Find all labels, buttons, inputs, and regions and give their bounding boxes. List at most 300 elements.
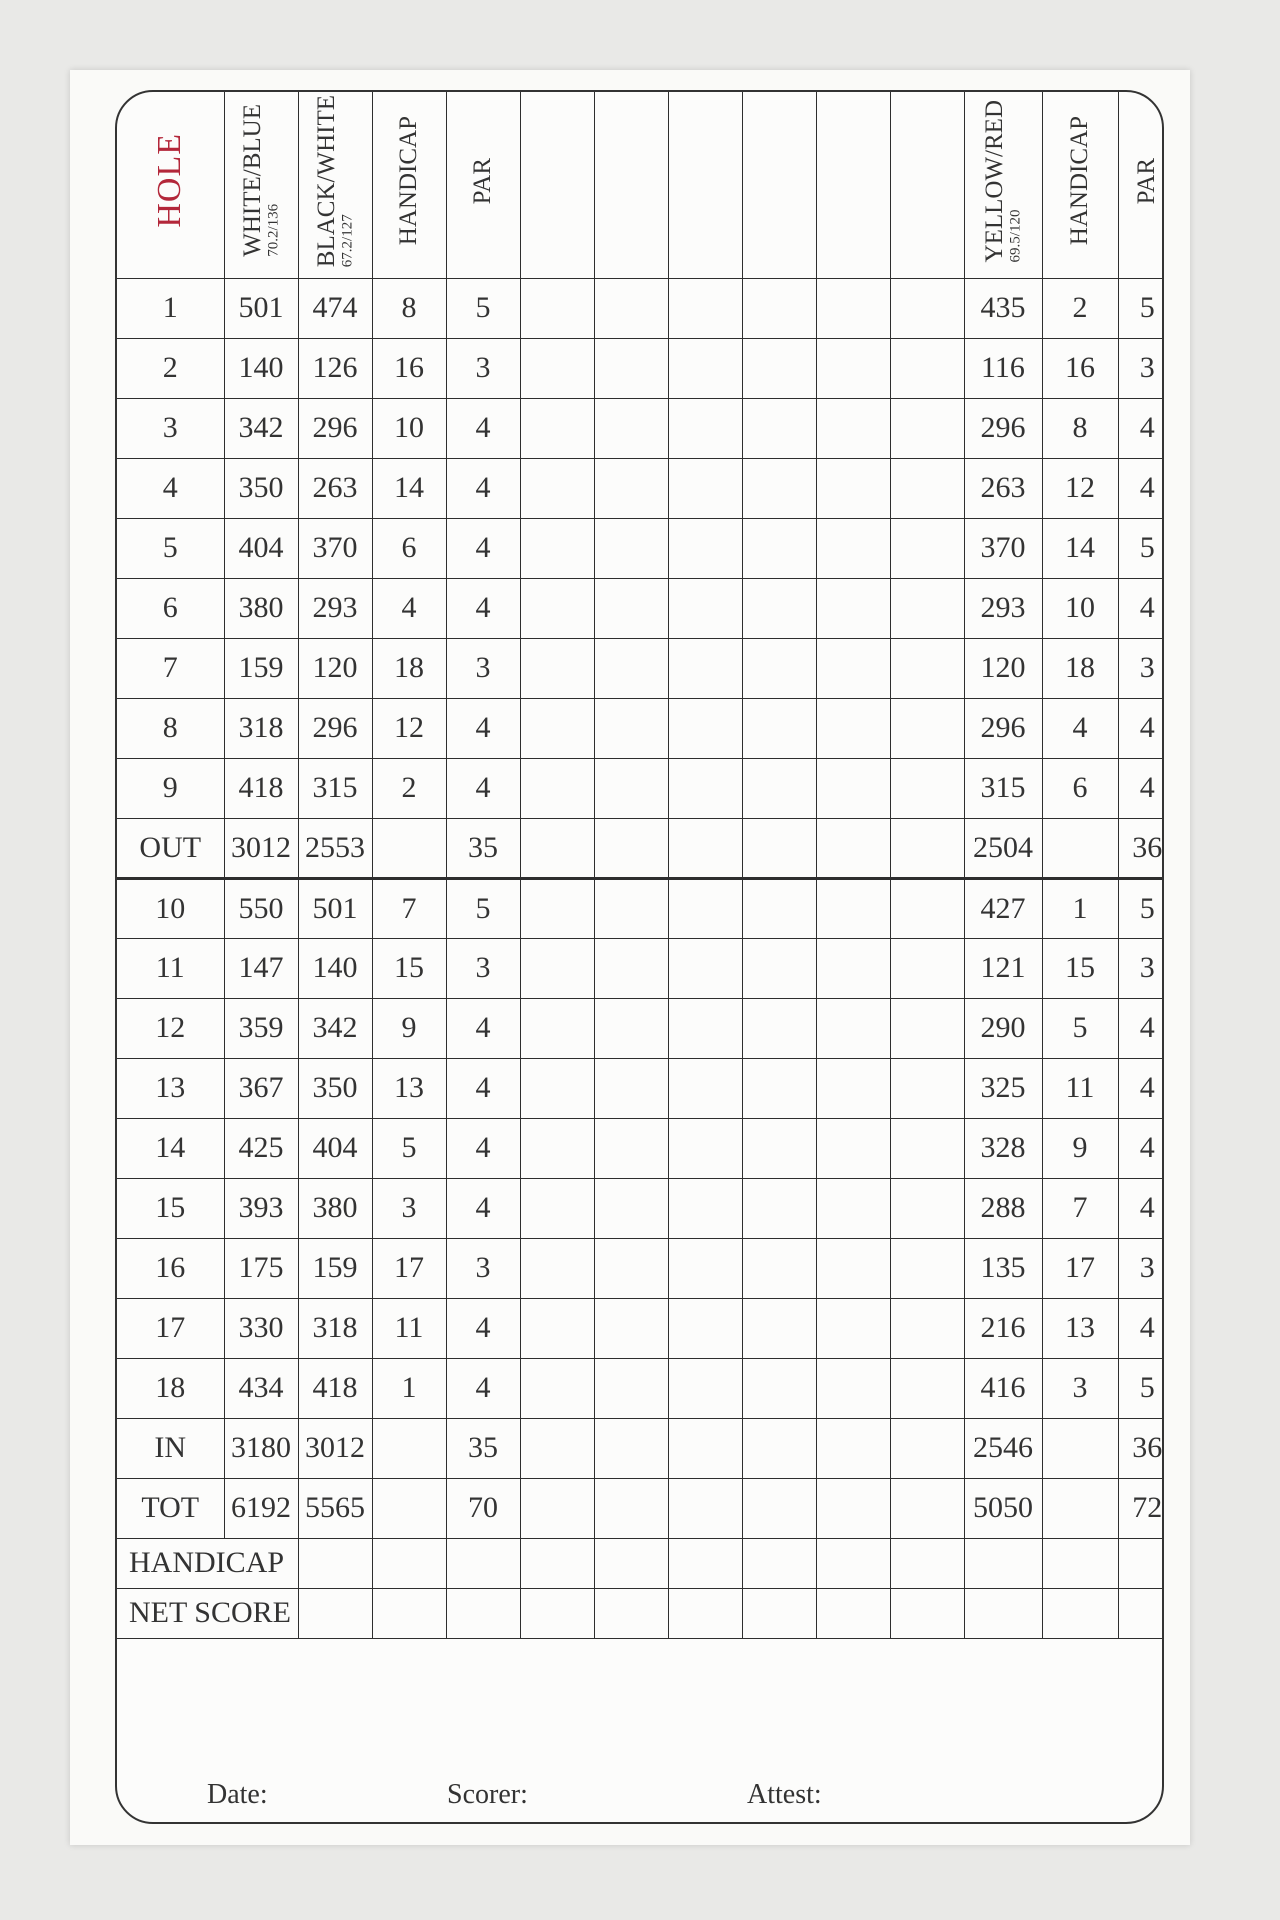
cell-par: 4 [446,578,520,638]
score-entry-cell[interactable] [520,458,594,518]
cell-wb: 393 [224,1178,298,1238]
score-entry-cell[interactable] [594,1298,668,1358]
score-entry-cell[interactable] [520,878,594,938]
score-entry-cell[interactable] [742,518,816,578]
score-entry-cell[interactable] [668,338,742,398]
score-entry-cell[interactable] [742,338,816,398]
score-entry-cell[interactable] [816,578,890,638]
score-entry-cell[interactable] [890,1588,964,1638]
table-row [117,458,1164,518]
cell-yr: 2504 [964,818,1042,878]
score-entry-cell[interactable] [816,818,890,878]
cell-hcp: 9 [372,998,446,1058]
cell-par2: 4 [1118,578,1164,638]
table-row [117,338,1164,398]
score-entry-cell[interactable] [520,1588,594,1638]
cell-hcp2: 14 [1042,518,1118,578]
score-entry-cell[interactable] [594,518,668,578]
net-score-row-label: NET SCORE [117,1588,298,1638]
cell-par: 4 [446,698,520,758]
score-entry-cell[interactable] [816,1538,890,1588]
score-entry-cell[interactable] [816,1178,890,1238]
score-entry-cell[interactable] [890,1358,964,1418]
player-col-5[interactable] [816,92,890,278]
score-entry-cell[interactable] [594,758,668,818]
score-entry-cell[interactable] [890,638,964,698]
cell-yr: 370 [964,518,1042,578]
score-entry-cell[interactable] [668,1588,742,1638]
cell-yr: 416 [964,1358,1042,1418]
score-entry-cell[interactable] [890,758,964,818]
cell-hcp2: 15 [1042,938,1118,998]
table-row [117,1178,1164,1238]
hole-number: 13 [117,1058,224,1118]
table-row [117,758,1164,818]
score-entry-cell[interactable] [668,1418,742,1478]
score-entry-cell[interactable] [890,938,964,998]
score-entry-cell[interactable] [816,1418,890,1478]
cell-par: 5 [446,278,520,338]
cell-hcp2: 18 [1042,638,1118,698]
table-row [117,638,1164,698]
score-entry-cell[interactable] [520,398,594,458]
score-entry-cell[interactable] [816,338,890,398]
header-yellow-red: YELLOW/RED 69.5/120 [964,92,1042,278]
score-entry-cell[interactable] [742,1478,816,1538]
hole-number: 17 [117,1298,224,1358]
score-entry-cell[interactable] [964,1588,1042,1638]
score-entry-cell[interactable] [816,938,890,998]
score-entry-cell[interactable] [520,1418,594,1478]
cell-bw: 3012 [298,1418,372,1478]
score-entry-cell[interactable] [890,1178,964,1238]
cell-par2: 4 [1118,398,1164,458]
hole-number: 9 [117,758,224,818]
score-entry-cell[interactable] [372,1538,446,1588]
score-entry-cell[interactable] [1118,1588,1164,1638]
cell-wb: 318 [224,698,298,758]
score-entry-cell[interactable] [890,1118,964,1178]
cell-hcp [372,1418,446,1478]
table-row [117,518,1164,578]
score-entry-cell[interactable] [668,398,742,458]
cell-hcp: 1 [372,1358,446,1418]
score-entry-cell[interactable] [742,1538,816,1588]
cell-yr: 296 [964,398,1042,458]
cell-bw: 2553 [298,818,372,878]
in-total-row [117,1418,1164,1478]
score-entry-cell[interactable] [816,638,890,698]
score-entry-cell[interactable] [594,1418,668,1478]
score-entry-cell[interactable] [890,458,964,518]
score-entry-cell[interactable] [446,1588,520,1638]
score-entry-cell[interactable] [594,698,668,758]
score-entry-cell[interactable] [594,1058,668,1118]
score-entry-cell[interactable] [890,338,964,398]
score-entry-cell[interactable] [816,998,890,1058]
table-row [117,578,1164,638]
cell-hcp2: 4 [1042,698,1118,758]
cell-wb: 6192 [224,1478,298,1538]
hole-number: 12 [117,998,224,1058]
cell-par2: 4 [1118,758,1164,818]
player-col-6[interactable] [890,92,964,278]
cell-yr: 296 [964,698,1042,758]
score-entry-cell[interactable] [816,1118,890,1178]
cell-yr: 427 [964,878,1042,938]
cell-par2: 4 [1118,1058,1164,1118]
table-row [117,1298,1164,1358]
cell-par2: 4 [1118,1178,1164,1238]
hole-number: 5 [117,518,224,578]
score-entry-cell[interactable] [742,998,816,1058]
cell-par: 4 [446,1358,520,1418]
out-total-row [117,818,1164,878]
total-row [117,1478,1164,1538]
score-entry-cell[interactable] [742,698,816,758]
score-entry-cell[interactable] [594,578,668,638]
cell-yr: 325 [964,1058,1042,1118]
score-entry-cell[interactable] [520,338,594,398]
score-entry-cell[interactable] [668,578,742,638]
table-row [117,278,1164,338]
score-entry-cell[interactable] [742,878,816,938]
score-entry-cell[interactable] [668,878,742,938]
score-entry-cell[interactable] [668,1238,742,1298]
cell-yr: 216 [964,1298,1042,1358]
score-entry-cell[interactable] [594,818,668,878]
score-entry-cell[interactable] [890,1058,964,1118]
score-entry-cell[interactable] [594,878,668,938]
score-entry-cell[interactable] [594,1588,668,1638]
score-entry-cell[interactable] [668,818,742,878]
cell-par2: 3 [1118,338,1164,398]
cell-par: 3 [446,938,520,998]
hole-number: 3 [117,398,224,458]
scorer-label[interactable]: Scorer: [447,1779,528,1810]
cell-par2: 5 [1118,878,1164,938]
cell-par2: 4 [1118,998,1164,1058]
header-hole: HOLE [117,92,224,278]
score-entry-cell[interactable] [742,398,816,458]
hole-number: 4 [117,458,224,518]
score-entry-cell[interactable] [890,1298,964,1358]
handicap-row-label: HANDICAP [117,1538,298,1588]
score-entry-cell[interactable] [298,1588,372,1638]
cell-yr: 135 [964,1238,1042,1298]
score-entry-cell[interactable] [742,1118,816,1178]
score-entry-cell[interactable] [742,638,816,698]
cell-par: 4 [446,1178,520,1238]
score-entry-cell[interactable] [594,458,668,518]
score-entry-cell[interactable] [520,818,594,878]
score-entry-cell[interactable] [890,278,964,338]
score-entry-cell[interactable] [742,938,816,998]
table-row [117,878,1164,938]
score-entry-cell[interactable] [668,1298,742,1358]
score-entry-cell[interactable] [816,698,890,758]
cell-par: 5 [446,878,520,938]
score-entry-cell[interactable] [742,1418,816,1478]
score-entry-cell[interactable] [816,278,890,338]
score-entry-cell[interactable] [594,338,668,398]
scorecard [70,70,1190,1845]
score-entry-cell[interactable] [816,518,890,578]
cell-par: 4 [446,1298,520,1358]
score-entry-cell[interactable] [520,278,594,338]
cell-bw: 501 [298,878,372,938]
cell-bw: 350 [298,1058,372,1118]
score-entry-cell[interactable] [816,1588,890,1638]
score-entry-cell[interactable] [594,638,668,698]
header-black-white: BLACK/WHITE 67.2/127 [298,92,372,278]
score-entry-cell[interactable] [594,1118,668,1178]
cell-yr: 293 [964,578,1042,638]
cell-hcp: 15 [372,938,446,998]
player-col-1[interactable] [520,92,594,278]
score-entry-cell[interactable] [520,638,594,698]
score-entry-cell[interactable] [890,578,964,638]
cell-hcp [372,818,446,878]
cell-par2: 4 [1118,1118,1164,1178]
score-entry-cell[interactable] [594,938,668,998]
score-entry-cell[interactable] [668,698,742,758]
score-entry-cell[interactable] [742,758,816,818]
cell-wb: 367 [224,1058,298,1118]
score-entry-cell[interactable] [520,1118,594,1178]
table-row [117,1238,1164,1298]
score-entry-cell[interactable] [890,818,964,878]
hole-number: 14 [117,1118,224,1178]
cell-hcp2 [1042,1478,1118,1538]
table-row [117,1058,1164,1118]
cell-wb: 140 [224,338,298,398]
score-entry-cell[interactable] [890,518,964,578]
header-par-2: PAR [1118,92,1164,278]
score-entry-cell[interactable] [372,1588,446,1638]
score-entry-cell[interactable] [742,458,816,518]
score-entry-cell[interactable] [816,1298,890,1358]
score-entry-cell[interactable] [520,518,594,578]
cell-yr: 116 [964,338,1042,398]
score-entry-cell[interactable] [668,938,742,998]
cell-hcp: 17 [372,1238,446,1298]
score-entry-cell[interactable] [594,1358,668,1418]
score-entry-cell[interactable] [890,1538,964,1588]
score-entry-cell[interactable] [668,998,742,1058]
attest-label[interactable]: Attest: [747,1779,822,1810]
net-score-row [117,1588,1164,1638]
score-entry-cell[interactable] [520,1058,594,1118]
player-col-2[interactable] [594,92,668,278]
score-entry-cell[interactable] [742,1358,816,1418]
score-entry-cell[interactable] [668,1058,742,1118]
score-entry-cell[interactable] [668,1538,742,1588]
cell-wb: 418 [224,758,298,818]
score-entry-cell[interactable] [520,578,594,638]
score-entry-cell[interactable] [668,1178,742,1238]
cell-hcp2: 5 [1042,998,1118,1058]
score-entry-cell[interactable] [890,878,964,938]
score-entry-cell[interactable] [1118,1538,1164,1588]
cell-bw: 159 [298,1238,372,1298]
cell-hcp2: 10 [1042,578,1118,638]
cell-hcp: 10 [372,398,446,458]
cell-par: 4 [446,458,520,518]
cell-wb: 350 [224,458,298,518]
score-entry-cell[interactable] [742,278,816,338]
score-entry-cell[interactable] [1042,1538,1118,1588]
cell-hcp2: 6 [1042,758,1118,818]
score-entry-cell[interactable] [520,998,594,1058]
cell-hcp2: 8 [1042,398,1118,458]
score-entry-cell[interactable] [816,878,890,938]
cell-yr: 263 [964,458,1042,518]
cell-par2: 36 [1118,1418,1164,1478]
score-entry-cell[interactable] [594,1478,668,1538]
score-entry-cell[interactable] [520,1178,594,1238]
table-row [117,398,1164,458]
score-entry-cell[interactable] [668,1118,742,1178]
score-entry-cell[interactable] [298,1538,372,1588]
score-entry-cell[interactable] [742,1238,816,1298]
cell-par: 4 [446,1118,520,1178]
header-handicap: HANDICAP [372,92,446,278]
score-entry-cell[interactable] [742,818,816,878]
hole-number: 1 [117,278,224,338]
cell-par2: 4 [1118,458,1164,518]
cell-par2: 5 [1118,1358,1164,1418]
score-entry-cell[interactable] [520,938,594,998]
score-entry-cell[interactable] [742,1298,816,1358]
hole-number: 16 [117,1238,224,1298]
score-entry-cell[interactable] [742,1058,816,1118]
cell-hcp2 [1042,818,1118,878]
cell-par: 3 [446,638,520,698]
score-entry-cell[interactable] [890,1418,964,1478]
score-entry-cell[interactable] [668,518,742,578]
score-entry-cell[interactable] [890,998,964,1058]
cell-hcp: 11 [372,1298,446,1358]
table-row [117,998,1164,1058]
score-entry-cell[interactable] [816,758,890,818]
score-entry-cell[interactable] [816,1058,890,1118]
score-entry-cell[interactable] [594,998,668,1058]
cell-hcp [372,1478,446,1538]
cell-bw: 380 [298,1178,372,1238]
score-entry-cell[interactable] [890,398,964,458]
cell-wb: 175 [224,1238,298,1298]
score-entry-cell[interactable] [594,1538,668,1588]
player-col-4[interactable] [742,92,816,278]
cell-par: 3 [446,1238,520,1298]
score-entry-cell[interactable] [520,1538,594,1588]
cell-hcp: 18 [372,638,446,698]
score-entry-cell[interactable] [668,458,742,518]
cell-wb: 147 [224,938,298,998]
score-entry-cell[interactable] [668,758,742,818]
header-row [117,92,1164,278]
table-row [117,938,1164,998]
score-entry-cell[interactable] [816,1238,890,1298]
date-label[interactable]: Date: [207,1779,268,1810]
cell-par2: 72 [1118,1478,1164,1538]
hole-number: 11 [117,938,224,998]
cell-yr: 315 [964,758,1042,818]
player-col-3[interactable] [668,92,742,278]
cell-par2: 3 [1118,938,1164,998]
score-entry-cell[interactable] [668,1478,742,1538]
score-entry-cell[interactable] [668,638,742,698]
score-entry-cell[interactable] [594,278,668,338]
cell-par2: 5 [1118,278,1164,338]
score-entry-cell[interactable] [594,398,668,458]
hole-number: 7 [117,638,224,698]
score-entry-cell[interactable] [446,1538,520,1588]
score-entry-cell[interactable] [520,1238,594,1298]
handicap-row [117,1538,1164,1588]
score-entry-cell[interactable] [816,398,890,458]
score-entry-cell[interactable] [1042,1588,1118,1638]
cell-par2: 5 [1118,518,1164,578]
cell-bw: 5565 [298,1478,372,1538]
score-entry-cell[interactable] [742,1178,816,1238]
cell-bw: 370 [298,518,372,578]
cell-par: 35 [446,818,520,878]
score-entry-cell[interactable] [816,458,890,518]
score-entry-cell[interactable] [520,1478,594,1538]
cell-hcp2: 17 [1042,1238,1118,1298]
table-row [117,1358,1164,1418]
score-entry-cell[interactable] [816,1358,890,1418]
cell-hcp2: 16 [1042,338,1118,398]
cell-par: 4 [446,518,520,578]
score-entry-cell[interactable] [668,278,742,338]
cell-yr: 2546 [964,1418,1042,1478]
hole-number: 8 [117,698,224,758]
score-entry-cell[interactable] [594,1178,668,1238]
cell-bw: 474 [298,278,372,338]
cell-yr: 121 [964,938,1042,998]
score-entry-cell[interactable] [890,1478,964,1538]
score-entry-cell[interactable] [742,1588,816,1638]
table-row [117,698,1164,758]
cell-wb: 404 [224,518,298,578]
score-table [117,92,1164,1639]
score-entry-cell[interactable] [964,1538,1042,1588]
cell-par: 3 [446,338,520,398]
score-entry-cell[interactable] [520,698,594,758]
cell-par2: 3 [1118,1238,1164,1298]
cell-bw: 296 [298,698,372,758]
score-entry-cell[interactable] [520,1358,594,1418]
score-entry-cell[interactable] [520,758,594,818]
cell-par2: 3 [1118,638,1164,698]
score-entry-cell[interactable] [742,578,816,638]
cell-hcp2: 12 [1042,458,1118,518]
score-entry-cell[interactable] [520,1298,594,1358]
score-entry-cell[interactable] [890,698,964,758]
cell-wb: 359 [224,998,298,1058]
score-entry-cell[interactable] [890,1238,964,1298]
cell-par2: 4 [1118,1298,1164,1358]
score-entry-cell[interactable] [816,1478,890,1538]
score-entry-cell[interactable] [594,1238,668,1298]
cell-hcp2: 1 [1042,878,1118,938]
cell-hcp2: 3 [1042,1358,1118,1418]
score-entry-cell[interactable] [668,1358,742,1418]
scorecard-sheet [115,90,1164,1824]
